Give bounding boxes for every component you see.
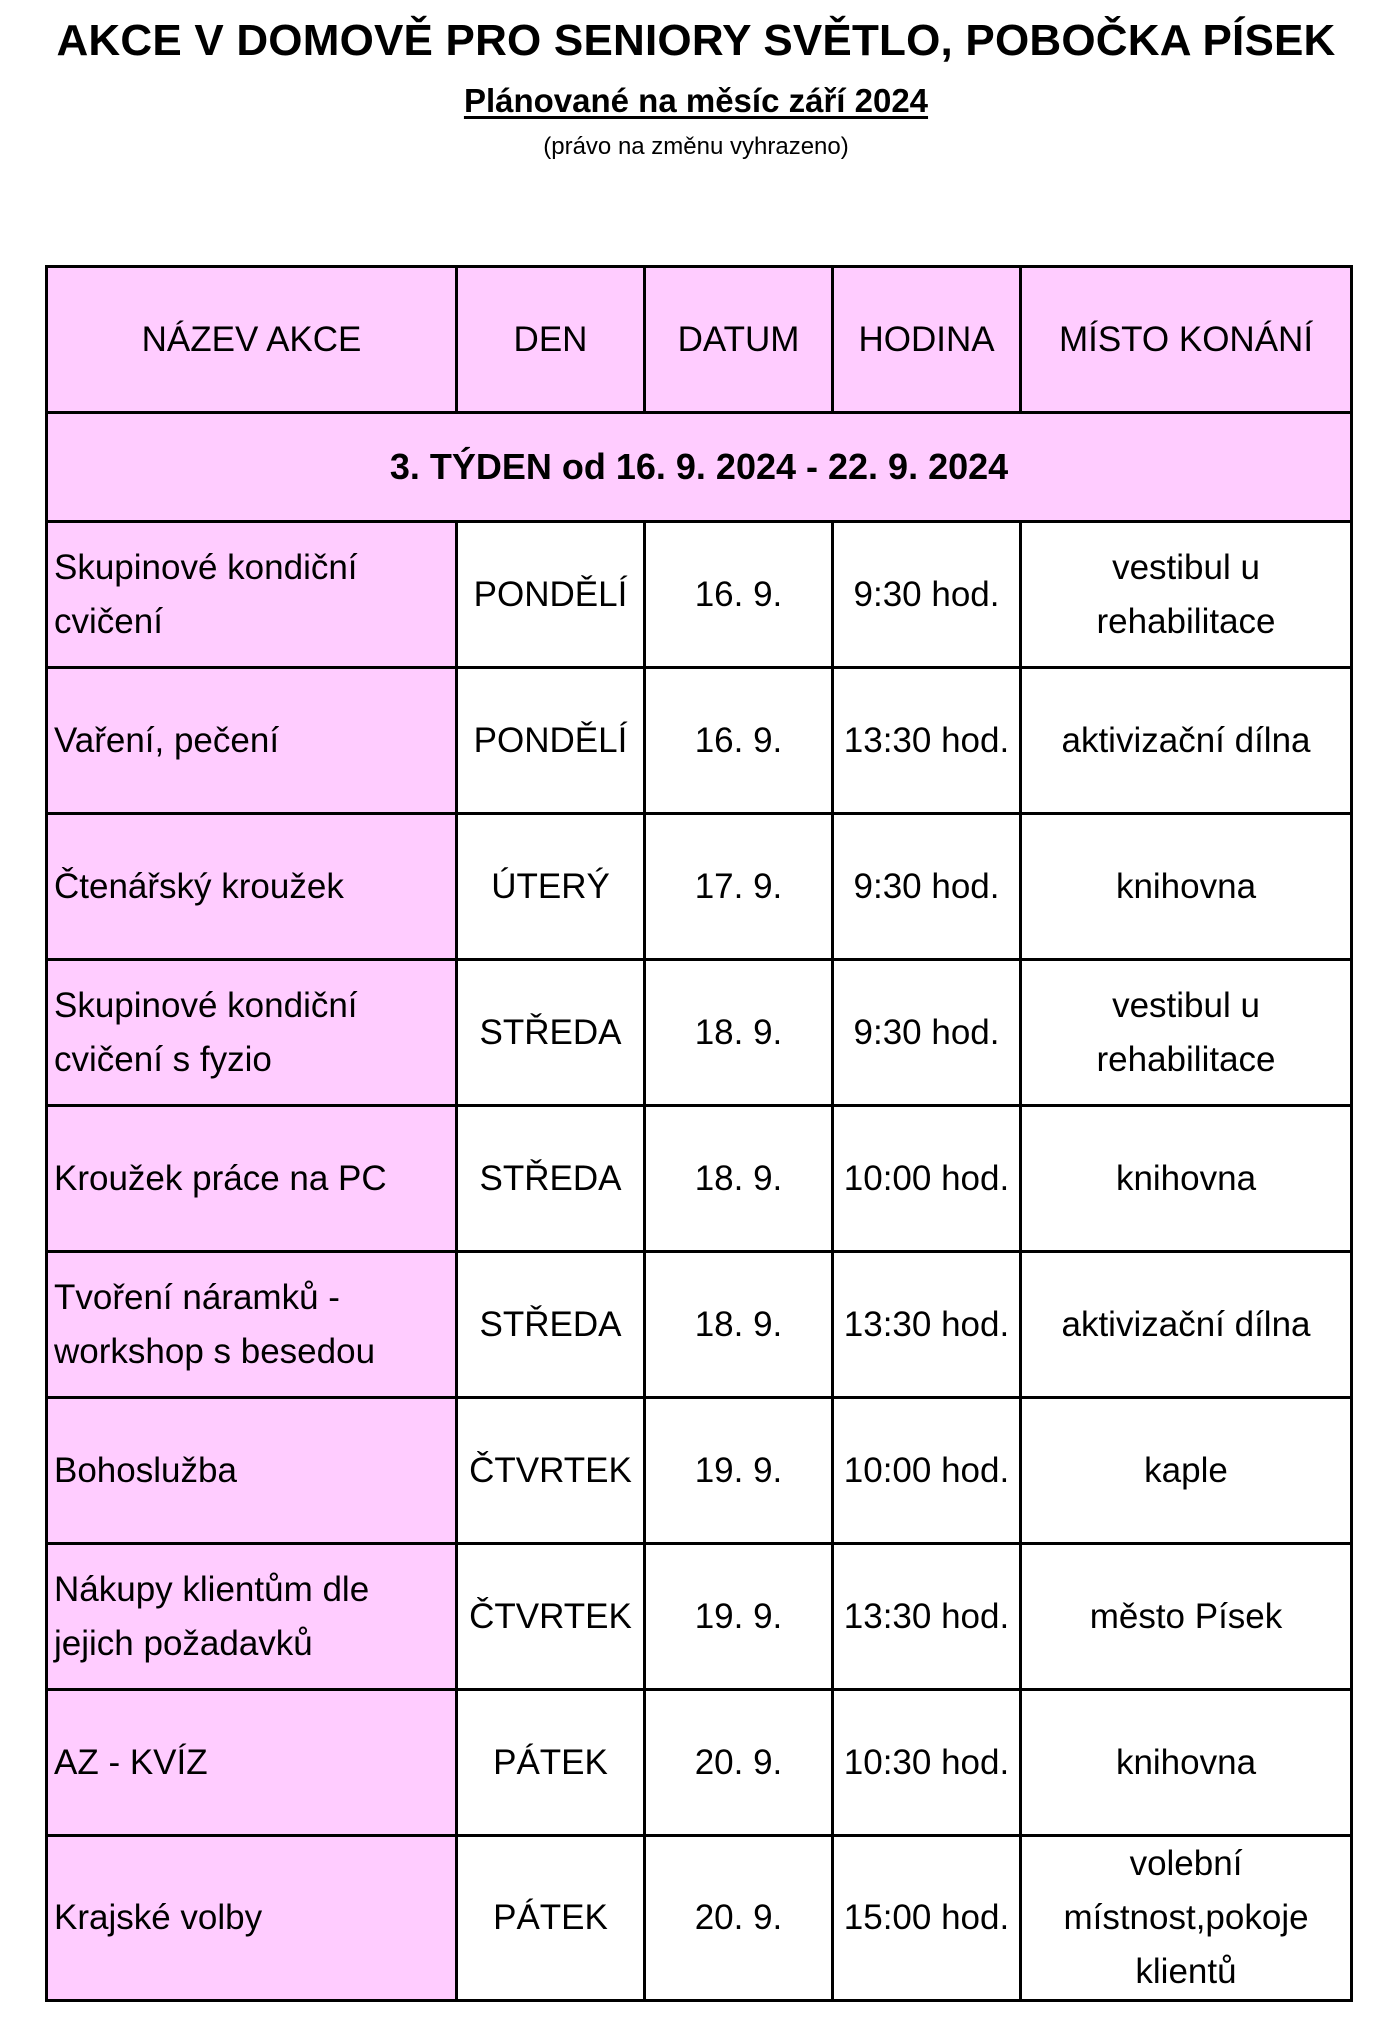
- event-time: 10:30 hod.: [833, 1690, 1021, 1836]
- event-date: 16. 9.: [645, 522, 833, 668]
- event-date: 16. 9.: [645, 668, 833, 814]
- table-row: [47, 1544, 1352, 1690]
- event-time: 10:00 hod.: [833, 1106, 1021, 1252]
- event-day: ÚTERÝ: [457, 814, 645, 960]
- event-place: aktivizační dílna: [1021, 668, 1352, 814]
- table-row: [47, 960, 1352, 1106]
- subtitle-text: Plánované na měsíc září 2024: [463, 82, 929, 119]
- event-name: Kroužek práce na PC: [47, 1106, 457, 1252]
- event-day: PÁTEK: [457, 1836, 645, 2001]
- event-name: Čtenářský kroužek: [47, 814, 457, 960]
- event-date: 18. 9.: [645, 960, 833, 1106]
- event-place: aktivizační dílna: [1021, 1252, 1352, 1398]
- event-day: ČTVRTEK: [457, 1398, 645, 1544]
- event-time: 13:30 hod.: [833, 668, 1021, 814]
- event-date: 17. 9.: [645, 814, 833, 960]
- event-name: Krajské volby: [47, 1836, 457, 2001]
- event-time: 9:30 hod.: [833, 522, 1021, 668]
- events-table: [45, 265, 1353, 2002]
- page-title: AKCE V DOMOVĚ PRO SENIORY SVĚTLO, POBOČKA PÍSEK: [56, 16, 1336, 65]
- event-date: 19. 9.: [645, 1544, 833, 1690]
- event-day: STŘEDA: [457, 1106, 645, 1252]
- event-place: knihovna: [1021, 814, 1352, 960]
- table-row: [47, 668, 1352, 814]
- event-day: STŘEDA: [457, 960, 645, 1106]
- table-row: [47, 814, 1352, 960]
- table-row: [47, 1836, 1352, 2001]
- week-row: [47, 413, 1352, 522]
- event-day: PÁTEK: [457, 1690, 645, 1836]
- event-day: ČTVRTEK: [457, 1544, 645, 1690]
- week-label: 3. TÝDEN od 16. 9. 2024 - 22. 9. 2024: [47, 413, 1352, 522]
- event-date: 19. 9.: [645, 1398, 833, 1544]
- event-date: 18. 9.: [645, 1252, 833, 1398]
- event-name: Skupinové kondiční cvičení: [47, 522, 457, 668]
- event-place: knihovna: [1021, 1690, 1352, 1836]
- event-date: 20. 9.: [645, 1690, 833, 1836]
- column-header-time: HODINA: [833, 267, 1021, 413]
- table-row: [47, 522, 1352, 668]
- table-row: [47, 1398, 1352, 1544]
- event-time: 10:00 hod.: [833, 1398, 1021, 1544]
- event-time: 9:30 hod.: [833, 960, 1021, 1106]
- event-place: vestibul u rehabilitace: [1021, 522, 1352, 668]
- event-place: knihovna: [1021, 1106, 1352, 1252]
- column-header-day: DEN: [457, 267, 645, 413]
- column-header-name: NÁZEV AKCE: [47, 267, 457, 413]
- event-name: Bohoslužba: [47, 1398, 457, 1544]
- event-place: vestibul u rehabilitace: [1021, 960, 1352, 1106]
- table-row: [47, 1252, 1352, 1398]
- page-subtitle: [0, 80, 1392, 122]
- event-time: 13:30 hod.: [833, 1544, 1021, 1690]
- event-name: Vaření, pečení: [47, 668, 457, 814]
- event-date: 18. 9.: [645, 1106, 833, 1252]
- event-name: Tvoření náramků - workshop s besedou: [47, 1252, 457, 1398]
- table-row: [47, 1690, 1352, 1836]
- event-day: PONDĚLÍ: [457, 522, 645, 668]
- event-place: kaple: [1021, 1398, 1352, 1544]
- event-time: 9:30 hod.: [833, 814, 1021, 960]
- event-place: město Písek: [1021, 1544, 1352, 1690]
- table-header-row: [47, 267, 1352, 413]
- change-note: (právo na změnu vyhrazeno): [543, 133, 849, 160]
- event-name: Nákupy klientům dle jejich požadavků: [47, 1544, 457, 1690]
- event-time: 13:30 hod.: [833, 1252, 1021, 1398]
- event-place: volební místnost,pokoje klientů: [1021, 1836, 1352, 2001]
- event-date: 20. 9.: [645, 1836, 833, 2001]
- event-day: STŘEDA: [457, 1252, 645, 1398]
- column-header-date: DATUM: [645, 267, 833, 413]
- event-name: AZ - KVÍZ: [47, 1690, 457, 1836]
- column-header-place: MÍSTO KONÁNÍ: [1021, 267, 1352, 413]
- event-day: PONDĚLÍ: [457, 668, 645, 814]
- event-time: 15:00 hod.: [833, 1836, 1021, 2001]
- table-row: [47, 1106, 1352, 1252]
- event-name: Skupinové kondiční cvičení s fyzio: [47, 960, 457, 1106]
